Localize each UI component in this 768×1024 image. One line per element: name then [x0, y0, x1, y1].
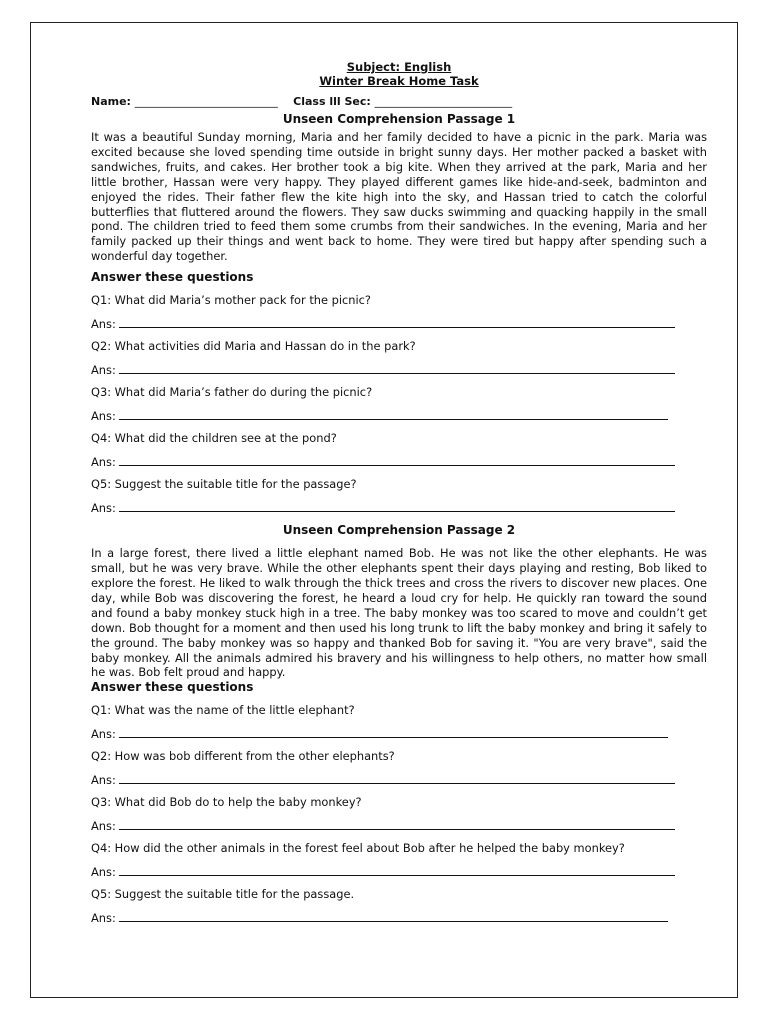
answer-blank[interactable]: [119, 418, 668, 420]
question: Q4: What did the children see at the pond?: [91, 431, 337, 446]
answer-line[interactable]: [91, 773, 707, 787]
answer-line[interactable]: [91, 501, 707, 515]
subject-heading: Subject: English: [346, 60, 452, 74]
question: Q1: What was the name of the little elephant?: [91, 703, 355, 718]
answer-blank[interactable]: [119, 464, 675, 466]
passage-2-title: Unseen Comprehension Passage 2: [282, 523, 516, 538]
answer-label: Ans:: [91, 455, 116, 470]
answer-label: Ans:: [91, 911, 116, 926]
answer-blank[interactable]: [119, 736, 668, 738]
passage-1-questions: [91, 293, 707, 515]
student-info-line: [91, 95, 707, 109]
question: Q4: How did the other animals in the forest feel about Bob after he helped the baby monkey?: [91, 841, 625, 856]
name-label: Name:: [91, 95, 131, 108]
class-blank[interactable]: _________________________: [374, 95, 513, 108]
answer-blank[interactable]: [119, 920, 668, 922]
answer-label: Ans:: [91, 727, 116, 742]
question: Q5: Suggest the suitable title for the passage?: [91, 477, 357, 492]
answer-blank[interactable]: [119, 326, 675, 328]
passage-1-text: It was a beautiful Sunday morning, Maria and her family decided to have a picnic in the park. Maria was excited because she loved spending time outside in bright sunny days. Her mother packed a basket with sandwiches, fruits, and cakes. Her brother took a big kite. When they arrived at the park, Maria and her little brother, Hassan were very happy. They played different games like hide-and-seek, badminton and enjoyed the rides. Their father flew the kite high into the sky, and Hassan tried to catch the colorful butterflies that fluttered around the flowers. They saw ducks swimming and quacking happily in the small pond. The children tried to feed them some crumbs from their sandwiches. In the evening, Maria and her family packed up their things and went back to home. They were tired but happy after spending such a wonderful day together.: [91, 130, 707, 264]
passage-2-questions: [91, 703, 707, 925]
answer-line[interactable]: [91, 819, 707, 833]
answer-blank[interactable]: [119, 510, 675, 512]
passage-1-title: Unseen Comprehension Passage 1: [282, 112, 516, 126]
answer-blank[interactable]: [119, 828, 675, 830]
class-label: Class lll Sec:: [293, 95, 371, 108]
answer-label: Ans:: [91, 363, 116, 378]
task-heading: Winter Break Home Task: [319, 74, 479, 88]
answer-label: Ans:: [91, 317, 116, 332]
passage-2-text: In a large forest, there lived a little elephant named Bob. He was not like the other elephants. He was small, but he was very brave. While the other elephants spent their days playing and resting, Bob liked to explore the forest. He liked to walk through the thick trees and cross the rivers to discover new places. One day, while Bob was discovering the forest, he heard a loud cry for help. He quickly ran toward the sound and found a baby monkey stuck high in a tree. The baby monkey was too scared to move and couldn’t get down. Bob thought for a moment and then used his long trunk to lift the baby monkey and bring it safely to the ground. The baby monkey was so happy and thanked Bob for saving it. "You are very brave", said the baby monkey. All the animals admired his bravery and his willingness to help others, no matter how small he was. Bob felt proud and happy.: [91, 546, 707, 680]
answer-label: Ans:: [91, 865, 116, 880]
answer-blank[interactable]: [119, 782, 675, 784]
worksheet-content: [91, 60, 707, 925]
name-blank[interactable]: __________________________: [134, 95, 278, 108]
answer-line[interactable]: [91, 409, 707, 423]
passage-2-questions-heading: Answer these questions: [91, 680, 254, 695]
answer-blank[interactable]: [119, 372, 675, 374]
answer-label: Ans:: [91, 409, 116, 424]
question: Q2: What activities did Maria and Hassan do in the park?: [91, 339, 416, 354]
worksheet-page: [30, 22, 738, 998]
question: Q3: What did Bob do to help the baby monkey?: [91, 795, 362, 810]
answer-label: Ans:: [91, 501, 116, 516]
answer-line[interactable]: [91, 363, 707, 377]
answer-line[interactable]: [91, 727, 707, 741]
answer-line[interactable]: [91, 865, 707, 879]
question: Q1: What did Maria’s mother pack for the picnic?: [91, 293, 371, 308]
passage-1-questions-heading: Answer these questions: [91, 270, 254, 285]
answer-label: Ans:: [91, 773, 116, 788]
answer-line[interactable]: [91, 317, 707, 331]
answer-line[interactable]: [91, 455, 707, 469]
question: Q2: How was bob different from the other elephants?: [91, 749, 395, 764]
question: Q3: What did Maria’s father do during the picnic?: [91, 385, 373, 400]
answer-label: Ans:: [91, 819, 116, 834]
answer-line[interactable]: [91, 911, 707, 925]
question: Q5: Suggest the suitable title for the passage.: [91, 887, 355, 902]
answer-blank[interactable]: [119, 874, 675, 876]
